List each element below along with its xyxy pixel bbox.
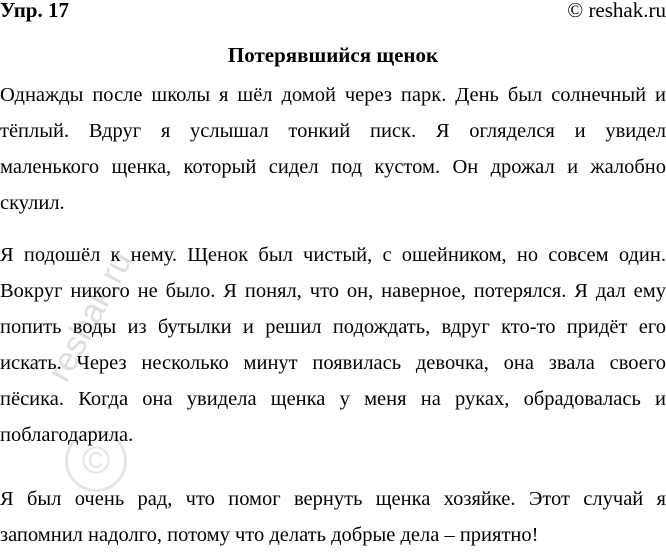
text-line: пёсика. Когда она увидела щенка у меня на руках, обрадовалась и (0, 388, 666, 410)
text-line: Я подошёл к нему. Щенок был чистый, с ошейником, но совсем один. (0, 244, 666, 266)
watermark-copyright-icon: © (65, 430, 127, 492)
copyright-label: © reshak.ru (567, 0, 666, 22)
text-line: скулил. (0, 192, 65, 214)
text-line: Вокруг никого не было. Я понял, что он, наверное, потерялся. Я дал ему (0, 280, 666, 302)
text-line: Я был очень рад, что помог вернуть щенка хозяйке. Этот случай я (0, 488, 666, 510)
watermark: reshak.ru (40, 244, 141, 388)
paragraph-1 (0, 77, 666, 221)
text-line: запомнил надолго, потому что делать добрые дела – приятно! (0, 524, 539, 546)
paragraph-2 (0, 237, 666, 453)
paragraph-3 (0, 481, 666, 553)
exercise-number: Упр. 17 (0, 0, 69, 22)
text-line: поблагодарила. (0, 424, 134, 446)
text-line: попить воды из бутылки и решил подождать, вдруг кто-то придёт его (0, 316, 666, 338)
text-line: искать. Через несколько минут появилась девочка, она звала своего (0, 352, 666, 374)
text-line: тёплый. Вдруг я услышал тонкий писк. Я огляделся и увидел (0, 120, 666, 142)
text-line: маленького щенка, который сидел под кустом. Он дрожал и жалобно (0, 156, 666, 178)
text-line: Однажды после школы я шёл домой через парк. День был солнечный и (0, 84, 666, 106)
text-title: Потерявшийся щенок (227, 43, 439, 67)
